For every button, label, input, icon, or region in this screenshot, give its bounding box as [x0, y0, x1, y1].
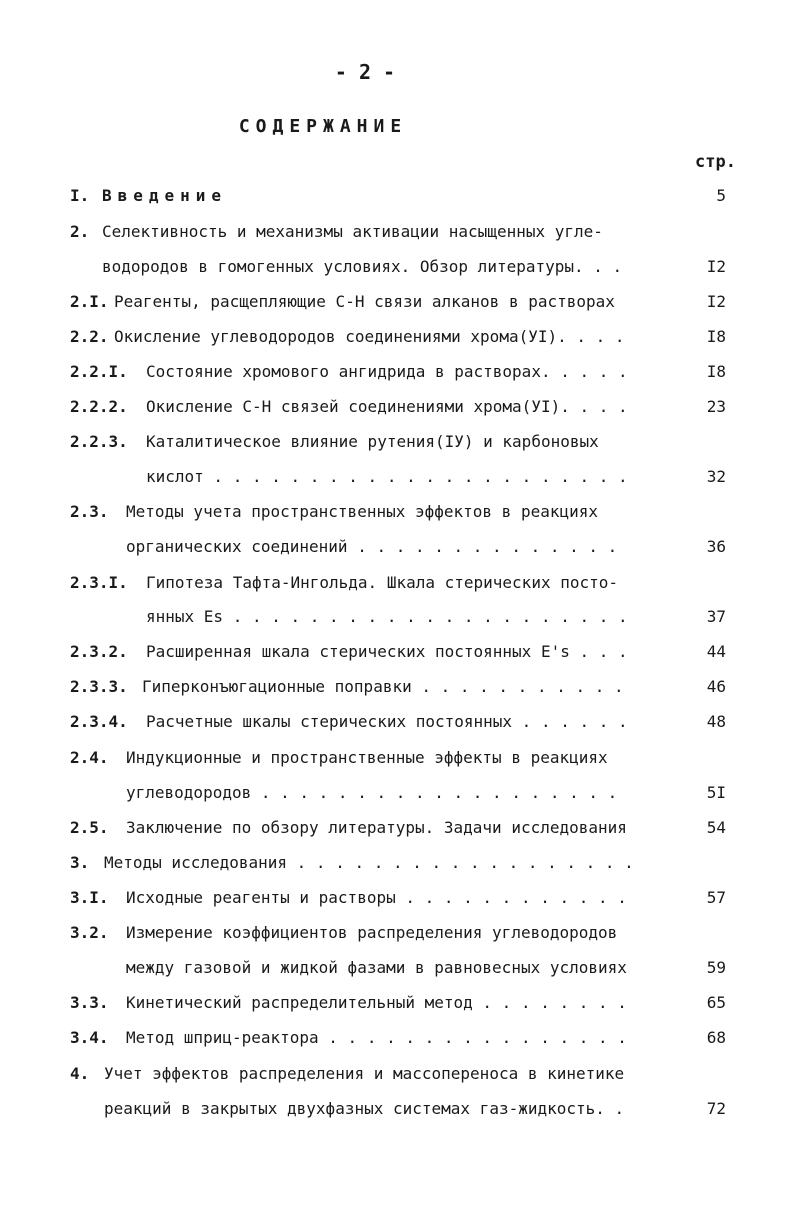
toc-entry-number: 3.3.	[70, 993, 109, 1012]
toc-entry	[70, 673, 740, 701]
toc-entry-number: 2.5.	[70, 818, 109, 837]
toc-entry-title: органических соединений . . . . . . . . . . . . . .	[126, 537, 618, 556]
toc-entry-number: 2.2.	[70, 327, 109, 346]
toc-entry-number: 2.	[70, 222, 90, 241]
toc-entry	[70, 989, 740, 1017]
toc-entry-number: 2.3.4.	[70, 712, 128, 731]
toc-entry-page: 72	[706, 1099, 726, 1118]
toc-entry-title: Расчетные шкалы стерических постоянных . . . . . .	[146, 712, 628, 731]
toc-entry	[70, 288, 740, 316]
toc-entry-number: 2.2.I.	[70, 362, 128, 381]
toc-entry-page: 65	[706, 993, 726, 1012]
toc-entry-number: 2.2.3.	[70, 432, 128, 451]
toc-entry-title: Селективность и механизмы активации насыщенных угле-	[102, 222, 603, 241]
toc-entry-page: 68	[706, 1028, 726, 1047]
toc-entry	[70, 1060, 740, 1088]
toc-entry	[70, 323, 740, 351]
toc-entry-title: Окисление углеводородов соединениями хрома(УI). . . .	[114, 327, 625, 346]
page-column-label: стр.	[695, 152, 736, 172]
toc-entry-title: Кинетический распределительный метод . . . . . . . .	[126, 993, 627, 1012]
toc-entry-page: 23	[706, 397, 726, 416]
toc-entry-title: Состояние хромового ангидрида в растворах. . . . .	[146, 362, 628, 381]
toc-entry-page: 32	[706, 467, 726, 486]
toc-entry	[70, 393, 740, 421]
toc-entry-title: Методы учета пространственных эффектов в реакциях	[126, 502, 599, 521]
toc-entry	[70, 569, 740, 597]
toc-entry-page: I2	[706, 257, 726, 276]
toc-entry-page: I2	[706, 292, 726, 311]
toc-entry-title: реакций в закрытых двухфазных системах газ-жидкость. .	[104, 1099, 625, 1118]
toc-entry-number: 4.	[70, 1064, 90, 1083]
toc-entry	[70, 358, 740, 386]
toc-entry-title: между газовой и жидкой фазами в равновесных условиях	[126, 958, 627, 977]
page-number: - 2 -	[334, 60, 396, 84]
toc-entry-continuation	[70, 1095, 740, 1123]
toc-entry-continuation	[70, 603, 740, 631]
toc-entry	[70, 849, 740, 877]
toc-entry	[70, 638, 740, 666]
toc-entry-title: Исходные реагенты и растворы . . . . . . . . . . . .	[126, 888, 627, 907]
toc-entry-title: Окисление С-Н связей соединениями хрома(УI). . . .	[146, 397, 628, 416]
toc-entry-number: 2.2.2.	[70, 397, 128, 416]
toc-entry	[70, 428, 740, 456]
toc-entry-title: Каталитическое влияние рутения(IУ) и карбоновых	[146, 432, 599, 451]
toc-entry-page: 57	[706, 888, 726, 907]
toc-entry-continuation	[70, 533, 740, 561]
toc-entry-number: 3.2.	[70, 923, 109, 942]
toc-entry	[70, 498, 740, 526]
toc-entry-number: 3.	[70, 853, 90, 872]
toc-entry-title: Гипотеза Тафта-Ингольда. Шкала стерических посто-	[146, 573, 619, 592]
toc-title: СОДЕРЖАНИЕ	[238, 116, 408, 137]
toc-entry-title: Учет эффектов распределения и массопереноса в кинетике	[104, 1064, 625, 1083]
toc-entry	[70, 884, 740, 912]
toc-entry-page: 46	[706, 677, 726, 696]
toc-entry-title: Индукционные и пространственные эффекты в реакциях	[126, 748, 608, 767]
toc-entry-title: Методы исследования . . . . . . . . . . . . . . . . . .	[104, 853, 634, 872]
toc-entry-page: 5	[716, 186, 726, 205]
toc-entry	[70, 814, 740, 842]
toc-entry-continuation	[70, 463, 740, 491]
toc-entry-title: углеводородов . . . . . . . . . . . . . . . . . . .	[126, 783, 618, 802]
toc-entry-page: 48	[706, 712, 726, 731]
toc-entry-title: кислот . . . . . . . . . . . . . . . . . . . . . .	[146, 467, 628, 486]
toc-entry-continuation	[70, 779, 740, 807]
toc-entry	[70, 218, 740, 246]
toc-entry-title: Заключение по обзору литературы. Задачи исследования	[126, 818, 627, 837]
toc-entry-number: I.	[70, 186, 90, 205]
toc-entry-page: 37	[706, 607, 726, 626]
toc-entry-title: водородов в гомогенных условиях. Обзор литературы. . .	[102, 257, 623, 276]
toc-entry-number: 3.I.	[70, 888, 109, 907]
toc-entry-number: 2.I.	[70, 292, 109, 311]
toc-entry-page: 54	[706, 818, 726, 837]
toc-entry-title: Реагенты, расщепляющие С-Н связи алканов в растворах	[114, 292, 615, 311]
toc-entry	[70, 182, 740, 210]
toc-entry-title: янных Es . . . . . . . . . . . . . . . . . . . . .	[146, 607, 628, 626]
toc-entry	[70, 1024, 740, 1052]
toc-entry-number: 3.4.	[70, 1028, 109, 1047]
toc-entry-number: 2.3.3.	[70, 677, 128, 696]
toc-entry-title: Введение	[102, 186, 228, 205]
toc-entry-page: 44	[706, 642, 726, 661]
toc-entry	[70, 708, 740, 736]
toc-entry-number: 2.3.I.	[70, 573, 128, 592]
toc-entry-page: I8	[706, 362, 726, 381]
toc-entry-page: 5I	[706, 783, 726, 802]
toc-entry-title: Расширенная шкала стерических постоянных E's . . .	[146, 642, 628, 661]
toc-entry-number: 2.3.	[70, 502, 109, 521]
toc-entry-title: Метод шприц-реактора . . . . . . . . . . . . . . . .	[126, 1028, 627, 1047]
toc-entry-page: I8	[706, 327, 726, 346]
toc-entry-title: Гиперконъюгационные поправки . . . . . . . . . . .	[142, 677, 624, 696]
toc-entry-continuation	[70, 954, 740, 982]
toc-entry-number: 2.3.2.	[70, 642, 128, 661]
toc-entry-page: 36	[706, 537, 726, 556]
toc-entry-continuation	[70, 253, 740, 281]
toc-entry-title: Измерение коэффициентов распределения углеводородов	[126, 923, 618, 942]
toc-entry-page: 59	[706, 958, 726, 977]
toc-entry-number: 2.4.	[70, 748, 109, 767]
toc-entry	[70, 744, 740, 772]
toc-entry	[70, 919, 740, 947]
